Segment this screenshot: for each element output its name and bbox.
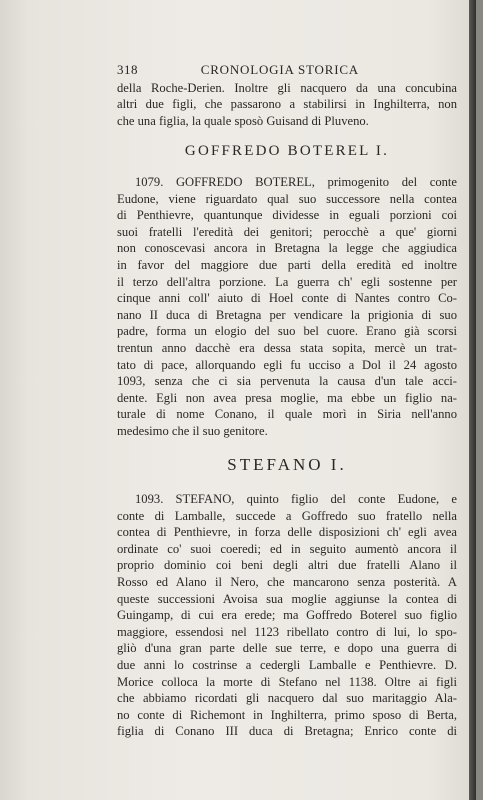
text-line: maggiore, essendosi nel 1123 ribellato contro di lui, lo spo-	[117, 624, 457, 639]
running-title: CRONOLOGIA STORICA	[200, 62, 359, 77]
text-line: Morice colloca la morte di Stefano nel 1138. Oltre ai figli	[117, 674, 457, 689]
text-line: della Roche-Derien. Inoltre gli nacquero da una concubina	[117, 80, 457, 95]
text-line: 1093, senza che ci sia pervenuta la causa d'un tale acci-	[117, 374, 457, 389]
text-line: 1079. GOFFREDO BOTEREL, primogenito del conte	[135, 174, 457, 189]
text-line: tato di pace, allorquando egli fu ucciso a Dol il 24 agosto	[117, 357, 457, 372]
text-line: non conoscevasi ancora in Bretagna la legge che aggiudica	[117, 241, 457, 256]
section-paragraph-goffredo	[117, 174, 457, 440]
intro-paragraph	[117, 80, 457, 130]
text-line: queste successioni Avoisa sua moglie aggiunse la contea di	[117, 591, 457, 606]
text-line: conte di Lamballe, succede a Goffredo suo fratello nella	[117, 508, 457, 523]
page-edge	[469, 0, 476, 800]
text-line: suoi fratelli l'eredità dei genitori; perocchè a que' giorni	[117, 224, 457, 239]
running-head	[117, 62, 457, 79]
text-line: medesimo che il suo genitore.	[117, 423, 268, 438]
text-line: gliò d'una gran parte delle sue terre, e dopo una guerra di	[117, 641, 457, 656]
section-heading-goffredo: GOFFREDO BOTEREL I.	[184, 143, 390, 160]
page-text-block	[117, 62, 457, 740]
text-line: trentun anno dacchè era dessa stata sopita, mercè un trat-	[117, 340, 457, 355]
text-line: figlia di Conano III duca di Bretagna; Enrico conte di	[117, 724, 457, 739]
text-line: Rosso ed Alano il Nero, che mancarono senza posterità. A	[117, 575, 457, 590]
page-number: 318	[117, 62, 138, 77]
text-line: che abbiamo ricordati gli nacquero dal suo maritaggio Ala-	[117, 691, 457, 706]
section-heading-stefano: STEFANO I.	[227, 455, 347, 475]
text-line: no conte di Richemont in Inghilterra, primo sposo di Berta,	[117, 707, 457, 722]
text-line: padre, forma un elogio del suo bel cuore. Erano già scorsi	[117, 324, 457, 339]
text-line: dente. Egli non avea presa moglie, ma ebbe un figlio na-	[117, 390, 457, 405]
text-line: contea di Penthievre, in forza delle disposizioni ch' egli avea	[117, 525, 457, 540]
text-line: ordinate co' suoi coeredi; ed in seguito aumentò ancora il	[117, 541, 457, 556]
section-paragraph-stefano	[117, 491, 457, 740]
text-line: 1093. STEFANO, quinto figlio del conte Eudone, e	[135, 492, 457, 507]
text-line: il terzo dell'altra porzione. La guerra ch' egli sostenne per	[117, 274, 457, 289]
text-line: turale di nome Conano, il quale morì in Siria nell'anno	[117, 407, 457, 422]
text-line: altri due figli, che passarono a stabilirsi in Inghilterra, non	[117, 97, 457, 112]
text-line: nano II duca di Bretagna per vendicare la prigionia di suo	[117, 307, 457, 322]
text-line: due anni lo costrinse a cedergli Lamballe e Penthievre. D.	[117, 658, 457, 672]
text-line: che una figlia, la quale sposò Guisand di Pluveno.	[117, 113, 369, 128]
text-line: di Penthievre, quantunque dividesse in eguali porzioni coi	[117, 208, 457, 223]
text-line: proprio dominio coi beni degli altri due fratelli Alano il	[117, 558, 457, 573]
text-line: Guingamp, di cui era erede; ma Goffredo Boterel suo figlio	[117, 608, 457, 623]
text-line: in favor del maggiore due parti della eredità ed inoltre	[117, 257, 457, 272]
text-line: cinque anni coll' aiuto di Hoel conte di Nantes contro Co-	[117, 291, 457, 306]
text-line: Eudone, viene riguardato qual suo successore nella contea	[117, 191, 457, 206]
